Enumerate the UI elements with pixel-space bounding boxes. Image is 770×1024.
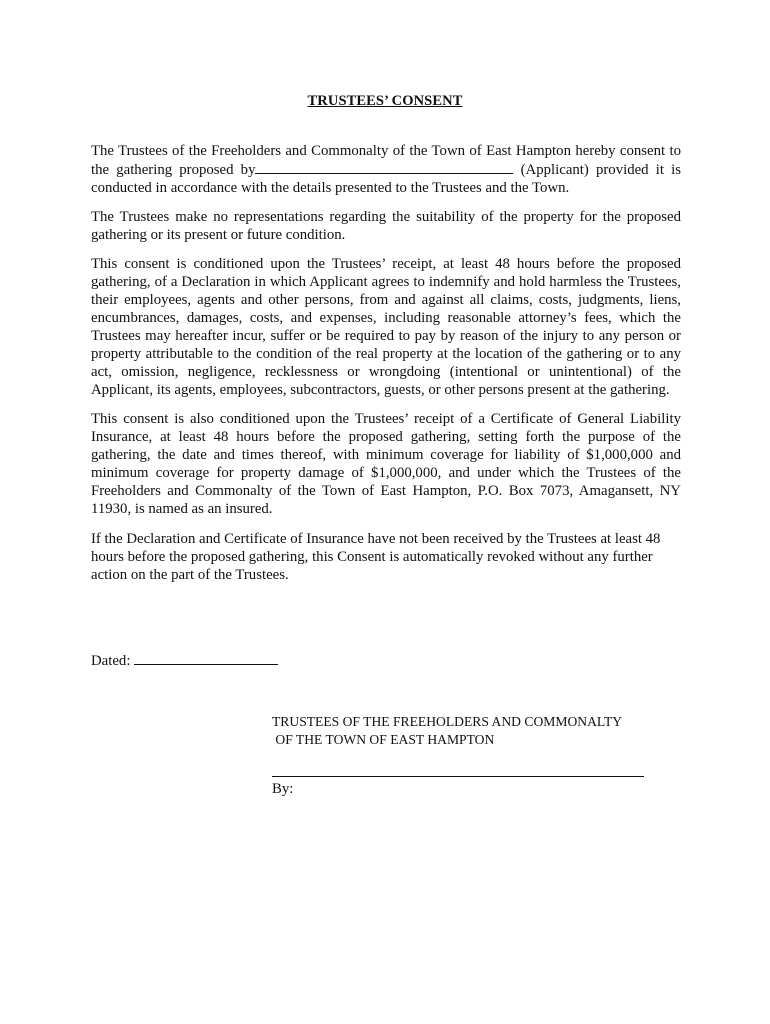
applicant-blank-line bbox=[255, 160, 513, 174]
paragraph-revocation: If the Declaration and Certificate of Insurance have not been received by the Trustees at least 48 hours before the proposed gathering, this Consent is automatically revoked without any further action on the part of the Trustees. bbox=[91, 531, 661, 583]
signatory-name-line-1: TRUSTEES OF THE FREEHOLDERS AND COMMONALTY bbox=[272, 714, 623, 729]
document-body bbox=[91, 142, 681, 595]
signature-block bbox=[272, 713, 622, 749]
by-label: By: bbox=[272, 781, 294, 797]
paragraph-consent-text-a: The Trustees of the Freeholders and Commonalty of the Town of East Hampton hereby consent to the gathering proposed by bbox=[91, 143, 681, 178]
dated-label: Dated: bbox=[91, 653, 131, 669]
dated-field bbox=[91, 651, 278, 670]
paragraph-representations: The Trustees make no representations regarding the suitability of the property for the proposed gathering or its present or future condition. bbox=[91, 209, 681, 243]
paragraph-consent-text-b: (Applicant) provided it is conducted in accordance with the details presented to the Trustees and the Town. bbox=[91, 162, 681, 196]
signatory-name-line-2: OF THE TOWN OF EAST HAMPTON bbox=[272, 732, 495, 747]
date-blank-line bbox=[134, 651, 278, 665]
paragraph-insurance-condition: This consent is also conditioned upon the Trustees’ receipt of a Certificate of General Liability Insurance, at least 48 hours before the proposed gathering, setting forth the purpose of the gathering, the date and times thereof, with minimum coverage for liability of $1,000,000 and minimum coverage for property damage of $1,000,000, and under which the Trustees of the Freeholders and Commonalty of the Town of East Hampton, P.O. Box 7073, Amagansett, NY 11930, is named as an insured. bbox=[91, 411, 681, 517]
signature-line bbox=[272, 775, 644, 777]
paragraph-declaration-condition: This consent is conditioned upon the Trustees’ receipt, at least 48 hours before the proposed gathering, of a Declaration in which Applicant agrees to indemnify and hold harmless the Trustees, their employees, agents and other persons, from and against all claims, costs, judgments, liens, encumbrances, damages, costs, and expenses, including reasonable attorney’s fees, which the Trustees may hereafter incur, suffer or be required to pay by reason of the injury to any person or property attributable to the condition of the real property at the location of the gathering or to any act, omission, negligence, recklessness or wrongdoing (intentional or unintentional) of the Applicant, its agents, employees, subcontractors, guests, or other persons present at the gathering. bbox=[91, 256, 681, 398]
paragraph-consent bbox=[91, 142, 681, 197]
document-title: TRUSTEES’ CONSENT bbox=[307, 93, 463, 109]
